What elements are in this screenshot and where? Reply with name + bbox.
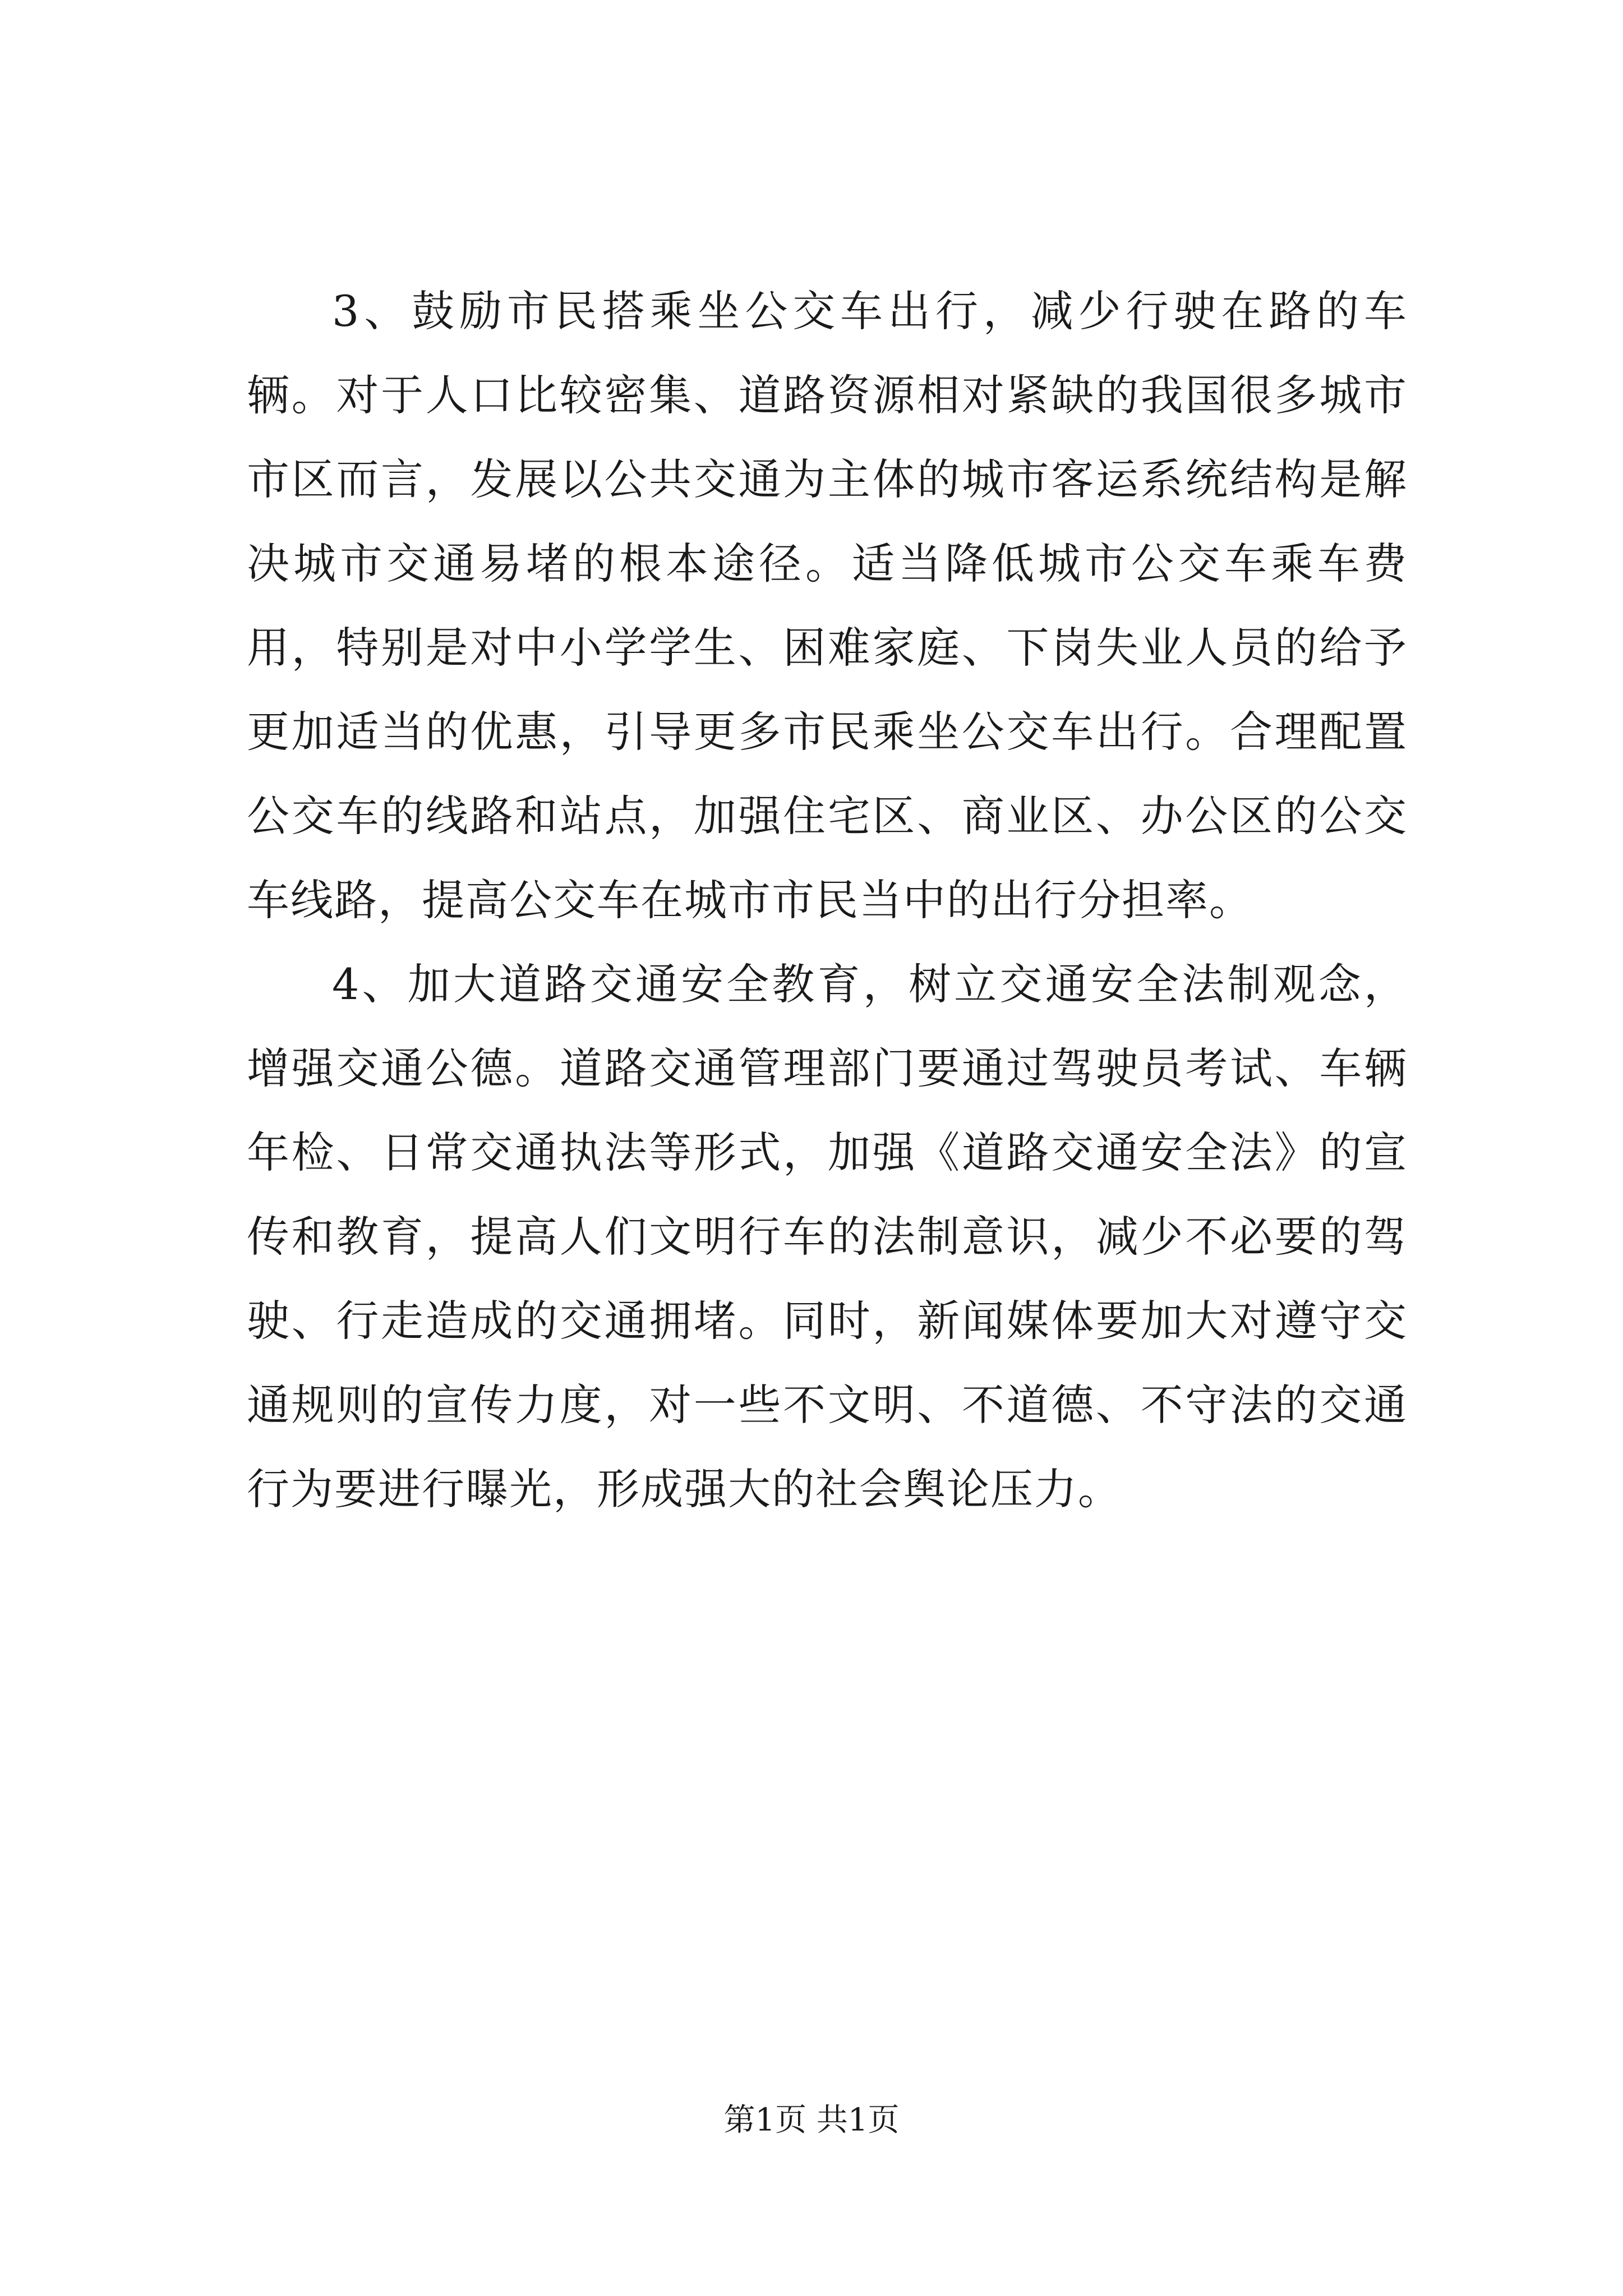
paragraph-3-public-transport: 3、鼓励市民搭乘坐公交车出行，减少行驶在路的车辆。对于人口比较密集、道路资源相对紧缺的我国很多城市市区而言，发展以公共交通为主体的城市客运系统结构是解决城市交通易堵的根本途径。适当降低城市公交车乘车费用，特别是对中小学学生、困难家庭、下岗失业人员的给予更加适当的优惠，引导更多市民乘坐公交车出行。合理配置公交车的线路和站点，加强住宅区、商业区、办公区的公交车线路，提高公交车在城市市民当中的出行分担率。 — [247, 286, 1408, 925]
paragraph-4-safety-education: 4、加大道路交通安全教育，树立交通安全法制观念，增强交通公德。道路交通管理部门要通过驾驶员考试、车辆年检、日常交通执法等形式，加强《道路交通安全法》的宣传和教育，提高人们文明行车的法制意识，减少不必要的驾驶、行走造成的交通拥堵。同时，新闻媒体要加大对遵守交通规则的宣传力度，对一些不文明、不道德、不守法的交通行为要进行曝光，形成强大的社会舆论压力。 — [247, 959, 1408, 1514]
document-body — [247, 269, 1408, 1531]
page-footer: 第1页 共1页 — [723, 2102, 900, 2138]
